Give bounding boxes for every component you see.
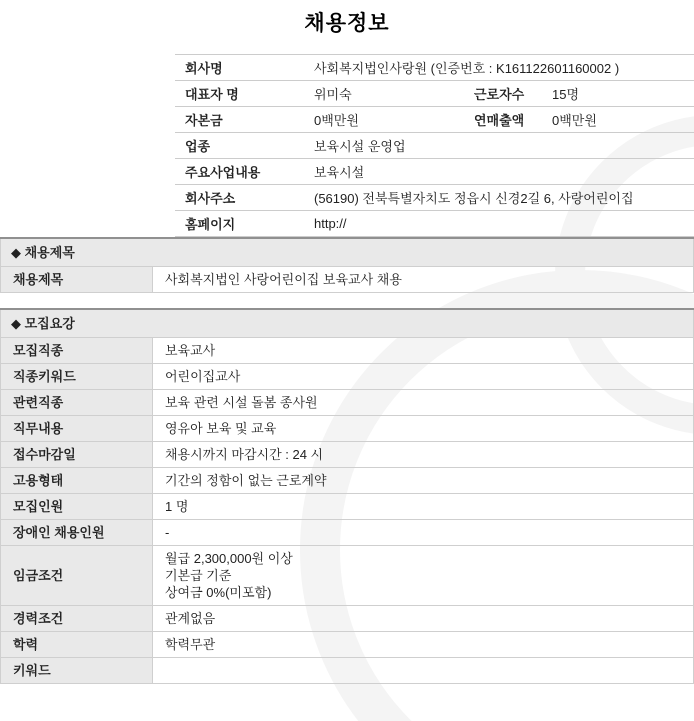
table-row bbox=[175, 133, 694, 159]
annual-revenue-value: 0백만원 bbox=[548, 107, 694, 133]
table-row bbox=[1, 606, 694, 632]
employee-count-value: 15명 bbox=[548, 81, 694, 107]
table-row bbox=[1, 632, 694, 658]
table-row bbox=[1, 658, 694, 684]
job-description-label: 직무내용 bbox=[1, 416, 153, 442]
company-info-table bbox=[175, 54, 694, 237]
section-header-row bbox=[1, 309, 694, 338]
table-row bbox=[175, 81, 694, 107]
table-row bbox=[1, 494, 694, 520]
wage-conditions-label: 임금조건 bbox=[1, 546, 153, 606]
table-row bbox=[1, 520, 694, 546]
ceo-value: 위미숙 bbox=[310, 81, 470, 107]
page-title: 채용정보 bbox=[304, 12, 390, 35]
table-row bbox=[1, 338, 694, 364]
table-row bbox=[1, 267, 694, 293]
company-name-label: 회사명 bbox=[175, 55, 310, 81]
job-title-label: 채용제목 bbox=[1, 267, 153, 293]
job-title-section bbox=[0, 237, 694, 293]
capital-label: 자본금 bbox=[175, 107, 310, 133]
homepage-label: 홈페이지 bbox=[175, 211, 310, 237]
annual-revenue-label: 연매출액 bbox=[470, 107, 548, 133]
ceo-label: 대표자 명 bbox=[175, 81, 310, 107]
diamond-icon: ◆ bbox=[11, 245, 21, 260]
homepage-value: http:// bbox=[310, 211, 694, 237]
occupation-keyword-label: 직종키워드 bbox=[1, 364, 153, 390]
employment-type-label: 고용형태 bbox=[1, 468, 153, 494]
table-row bbox=[1, 364, 694, 390]
table-row bbox=[1, 468, 694, 494]
capital-value: 0백만원 bbox=[310, 107, 470, 133]
table-row bbox=[175, 107, 694, 133]
employee-count-label: 근로자수 bbox=[470, 81, 548, 107]
occupation-value: 보육교사 bbox=[153, 338, 694, 364]
table-row bbox=[175, 185, 694, 211]
disabled-hire-count-value: - bbox=[153, 520, 694, 546]
table-row bbox=[175, 159, 694, 185]
employment-type-value: 기간의 정함이 없는 근로계약 bbox=[153, 468, 694, 494]
education-label: 학력 bbox=[1, 632, 153, 658]
section-header bbox=[1, 309, 694, 338]
main-business-label: 주요사업내용 bbox=[175, 159, 310, 185]
recruitment-requirements-section bbox=[0, 308, 694, 684]
diamond-icon: ◆ bbox=[11, 316, 21, 331]
related-occupation-value: 보육 관련 시설 돌봄 종사원 bbox=[153, 390, 694, 416]
disabled-hire-count-label: 장애인 채용인원 bbox=[1, 520, 153, 546]
industry-value: 보육시설 운영업 bbox=[310, 133, 694, 159]
company-name-value: 사회복지법인사랑원 (인증번호 : K161122601160002 ) bbox=[310, 55, 694, 81]
section-header-row bbox=[1, 238, 694, 267]
company-address-label: 회사주소 bbox=[175, 185, 310, 211]
experience-label: 경력조건 bbox=[1, 606, 153, 632]
table-row bbox=[175, 55, 694, 81]
application-deadline-value: 채용시까지 마감시간 : 24 시 bbox=[153, 442, 694, 468]
occupation-keyword-value: 어린이집교사 bbox=[153, 364, 694, 390]
main-business-value: 보육시설 bbox=[310, 159, 694, 185]
section-header-label: 모집요강 bbox=[24, 316, 75, 331]
keyword-value bbox=[153, 658, 694, 684]
headcount-label: 모집인원 bbox=[1, 494, 153, 520]
industry-label: 업종 bbox=[175, 133, 310, 159]
company-address-value: (56190) 전북특별자치도 정읍시 신경2길 6, 사랑어린이집 bbox=[310, 185, 694, 211]
table-row bbox=[175, 211, 694, 237]
table-row bbox=[1, 390, 694, 416]
table-row bbox=[1, 442, 694, 468]
table-row bbox=[1, 546, 694, 606]
wage-conditions-value: 월급 2,300,000원 이상 기본급 기준 상여금 0%(미포함) bbox=[153, 546, 694, 606]
keyword-label: 키워드 bbox=[1, 658, 153, 684]
job-title-value: 사회복지법인 사랑어린이집 보육교사 채용 bbox=[153, 267, 694, 293]
related-occupation-label: 관련직종 bbox=[1, 390, 153, 416]
table-row bbox=[1, 416, 694, 442]
experience-value: 관계없음 bbox=[153, 606, 694, 632]
section-header-label: 채용제목 bbox=[24, 245, 75, 260]
occupation-label: 모집직종 bbox=[1, 338, 153, 364]
section-header bbox=[1, 238, 694, 267]
education-value: 학력무관 bbox=[153, 632, 694, 658]
headcount-value: 1 명 bbox=[153, 494, 694, 520]
application-deadline-label: 접수마감일 bbox=[1, 442, 153, 468]
job-description-value: 영유아 보육 및 교육 bbox=[153, 416, 694, 442]
